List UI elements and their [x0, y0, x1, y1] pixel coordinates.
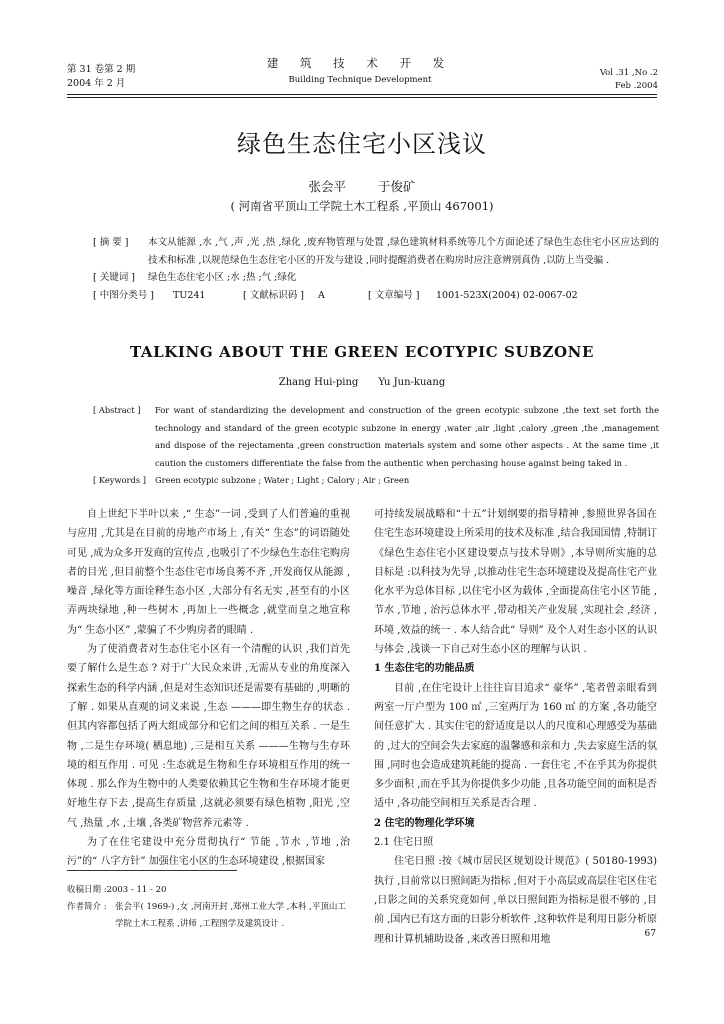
paragraph: 住宅日照 :按《城市居民区规划设计规范》( 50180-1993) 执行 ,目前常以日照间距为指标 ,但对于小高层或高层住宅区住宅 ,日影之间的关系究竟如何 ,单以日照间距为指标是很不够的 ,目前 ,国内已有这方面的日影分析软件 ,这种软件是利用日影分析原理和计算机辅助设备 ,来改善日照和用地 — [374, 856, 657, 945]
keywords-en — [93, 472, 659, 490]
article-number-label: [ 文章编号 ] — [368, 289, 420, 301]
article-title-cn: 绿色生态住宅小区浅议 — [237, 130, 487, 158]
header-rule-second — [67, 97, 657, 98]
section-heading: 1 生态住宅的功能品质 — [374, 663, 475, 675]
author-name-en: Zhang Hui-ping — [278, 377, 359, 388]
subsection-heading: 2.1 住宅日照 — [374, 837, 434, 849]
clc-label: [ 中图分类号 ] — [93, 289, 154, 301]
keywords-en-text: Green ecotypic subzone ; Water ; Light ; Calory ; Air ; Green — [155, 475, 410, 486]
section-heading: 2 住宅的物理化学环境 — [374, 817, 475, 829]
abstract-en — [93, 402, 659, 490]
authors-cn — [0, 177, 724, 195]
journal-name-en: Building Technique Development — [288, 75, 432, 85]
page-number: 67 — [644, 929, 656, 939]
keywords-cn — [93, 269, 659, 287]
abstract-cn-label: [ 摘 要 ] — [93, 237, 129, 248]
paragraph: 可持续发展战略和“十五”计划纲要的指导精神 ,参照世界各国在住宅生态环境建设上所采用的技术及标准 ,结合我国国情 ,特制订《绿色生态住宅小区建设要点与技术导则》,本导则所实施的总目标是 :以科技为先导 ,以推动住宅生态环境建设及提高住宅产业化水平为总体目标 ,以住宅小区为载体 ,全面提高住宅小区节能 ,节水 ,节地 , 治污总体水平 ,带动相关产业发展 ,实现社会 ,经济 ,环境 ,效益的统一 . 本人结合此“ 导则” 及个人对生态小区的认识与体会 ,浅谈一下自己对生态小区的理解与认识 . — [374, 509, 657, 656]
volume-en: Vol .31 ,No .2 — [599, 68, 658, 78]
received-date — [67, 882, 350, 899]
body-column-right — [374, 505, 657, 949]
received-value: 2003 - 11 - 20 — [106, 885, 167, 895]
abstract-cn-text: 本文从能源 ,水 ,气 ,声 ,光 ,热 ,绿化 ,废弃物管理与处置 ,绿色建筑材料系统等几个方面论述了绿色生态住宅小区应达到的技术和标准 ,以规范绿色生态住宅小区的开发与建设 ,同时提醒消费者在购房时应注意辨别真伪 ,以防上当受骗 . — [148, 237, 659, 266]
author-bio-label: 作者简介 : — [67, 902, 107, 912]
running-header-right — [600, 67, 658, 93]
abstract-en-text: For want of standardizing the development and construction of the green ecotypic subzone ,the text set forth the technology and standard of the green ecotypic subzone in energy ,water ,air ,light ,calory ,green ,the ,management and dispose of the rejectamenta ,green construction materials system and some other aspects . At the same time ,it caution the customers differentiate the false from the authentic when perchasing house against being taked in . — [155, 405, 659, 468]
author-name: 张会平 — [308, 179, 346, 194]
footnote — [67, 882, 350, 933]
author-bio — [67, 899, 350, 933]
author-bio-text: 张会平( 1969-) ,女 ,河南开封 ,郑州工业大学 ,本科 ,平顶山工学院土木工程系 ,讲师 ,工程图学及建筑设计 . — [115, 902, 346, 929]
abstract-en-label: [ Abstract ] — [93, 405, 141, 415]
body-column-left — [67, 505, 350, 872]
abstract-cn — [93, 234, 659, 304]
volume-cn: 第 31 卷第 2 期 — [67, 64, 136, 75]
classification-row — [93, 287, 659, 305]
paragraph: 为了在住宅建设中充分贯彻执行“ 节能 ,节水 ,节地 ,治污”的“ 八字方针” 加强住宅小区的生态环境建设 ,根据国家 — [67, 837, 350, 868]
authors-en — [0, 377, 724, 388]
date-cn: 2004 年 2 月 — [67, 78, 126, 89]
article-title-en: TALKING ABOUT THE GREEN ECOTYPIC SUBZONE — [129, 343, 595, 361]
paragraph: 自上世纪下半叶以来 ,“ 生态”一词 ,受到了人们普遍的重视与应用 ,尤其是在目前的房地产市场上 ,有关“ 生态”的词语随处可见 ,成为众多开发商的宣传点 ,也吸引了不少绿色生态住宅购房者的目光 ,但目前整个生态住宅市场良莠不齐 ,开发商仅从能源 ,噪音 ,绿化等方面诠释生态小区 ,大部分有名无实 ,甚至有的小区弄两块绿地 ,种一些树木 ,再加上一些概念 ,就堂而皇之地宣称为“ 生态小区” ,蒙骗了不少购房者的眼睛 . — [67, 509, 350, 636]
running-header-center — [250, 55, 470, 86]
header-rule — [67, 94, 657, 95]
keywords-cn-label: [ 关键词 ] — [93, 272, 135, 283]
keywords-en-label: [ Keywords ] — [93, 475, 146, 486]
clc-value: TU241 — [173, 289, 206, 301]
date-en: Feb .2004 — [615, 81, 658, 91]
author-name-en: Yu Jun-kuang — [378, 377, 446, 388]
footnote-rule — [67, 870, 237, 871]
paragraph: 目前 ,在住宅设计上往往盲目追求“ 豪华” ,笔者曾亲眼看到两室一厅户型为 100 ㎡ ,三室两厅为 160 ㎡ 的方案 ,各功能空间任意扩大 . 其实住宅的舒适度是以人的尺度和心理感受为基础的 ,过大的空间会失去家庭的温馨感和亲和力 ,失去家庭生活的氛围 ,同时也会造成建筑耗能的提高 . 一套住宅 ,不在乎其为你提供多少面积 ,而在乎其为你提供多少功能 ,且各功能空间的面积是否适中 ,各功能空间相互关系是否合理 . — [374, 682, 657, 810]
doc-code-label: [ 文献标识码 ] — [243, 289, 304, 301]
journal-name-cn: 建 筑 技 术 开 发 — [266, 56, 454, 70]
author-name: 于俊矿 — [378, 179, 416, 194]
article-number-value: 1001-523X(2004) 02-0067-02 — [436, 289, 578, 301]
affiliation-cn: ( 河南省平顶山工学院土木工程系 ,平顶山 467001) — [230, 199, 494, 213]
running-header-left — [67, 63, 135, 91]
doc-code-value: A — [318, 289, 325, 301]
received-label: 收稿日期 : — [67, 885, 107, 895]
paragraph: 为了使消费者对生态住宅小区有一个清醒的认识 ,我们首先要了解什么是生态 ? 对于广大民众来讲 ,无需从专业的角度深入探索生态的科学内涵 ,但是对生态知识还是需要有基础的 ,明晰的了解 . 如果从直观的词义来说 ,生态 ———即生物生存的状态 . 但其内容都包括了两大组成部分和它们之间的相互关系 . 一是生物 ,二是生存环境( 栖息地) ,三是相互关系 ———生物与生存环境的相互作用 . 可见 :生态就是生物和生存环境相互作用的统一体现 . 那么作为生物中的人类要依赖其它生物和生存环境才能更好地生存下去 ,提高生存质量 ,这就必须要有绿色植物 ,阳光 ,空气 ,热量 ,水 ,土壤 ,各类矿物营养元素等 . — [67, 644, 350, 829]
keywords-cn-text: 绿色生态住宅小区 ;水 ;热 ;气 ;绿化 — [148, 272, 297, 283]
